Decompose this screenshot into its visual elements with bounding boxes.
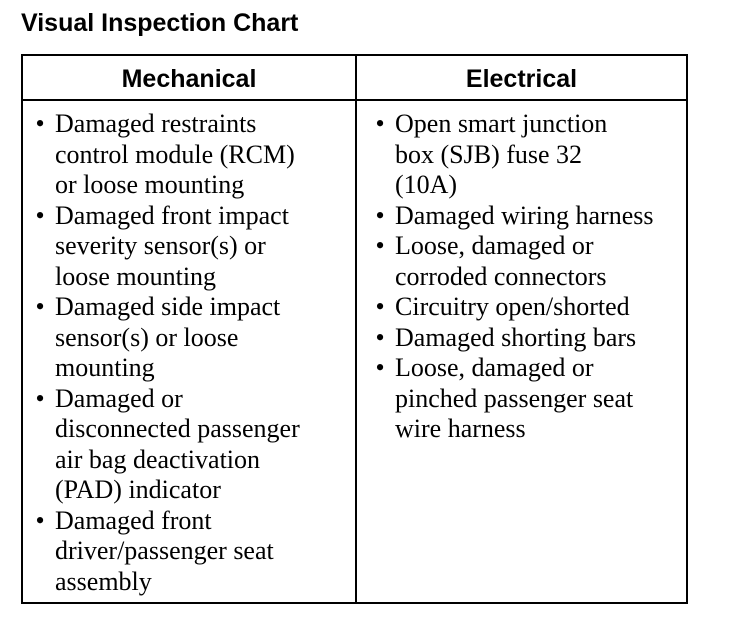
item-line: assembly [55,566,152,596]
item-line: Damaged front [55,505,212,535]
list-item [369,292,683,323]
item-line: air bag deactivation [55,444,261,474]
list-item [369,201,683,232]
bullet-icon: • [35,383,45,413]
bullet-icon: • [35,505,45,535]
list-item [369,323,683,354]
item-line: corroded connectors [395,261,607,291]
column-divider [355,56,357,602]
item-line: Open smart junction [395,109,608,138]
list-item [29,506,349,598]
item-line: control module (RCM) [55,139,295,169]
item-line: driver/passenger seat [55,536,274,565]
item-line: mounting [55,353,155,382]
bullet-icon: • [35,109,45,138]
bullet-icon: • [375,109,385,138]
electrical-list [369,109,683,445]
list-item [29,201,349,293]
bullet-icon: • [35,200,45,230]
item-line: Loose, damaged or [395,231,594,260]
list-item [369,231,683,292]
item-line: Damaged front impact [55,200,289,230]
bullet-icon: • [375,231,385,260]
item-line: Damaged restraints [55,109,257,138]
item-line: wire harness [395,414,526,443]
item-line: Damaged shorting bars [395,322,637,352]
list-item [29,292,349,384]
list-item [29,384,349,506]
bullet-icon: • [375,200,385,230]
item-line: (PAD) indicator [55,475,221,504]
item-line: Loose, damaged or [395,353,594,382]
list-item [369,353,683,445]
inspection-table [21,54,688,604]
bullet-icon: • [35,292,45,321]
item-line: (10A) [395,170,458,199]
bullet-icon: • [375,322,385,352]
bullet-icon: • [375,353,385,382]
item-line: pinched passenger seat [395,383,634,413]
mechanical-list [29,109,349,597]
item-line: or loose mounting [55,170,245,199]
electrical-column-header: Electrical [465,65,578,93]
bullet-icon: • [375,292,385,321]
chart-title: Visual Inspection Chart [21,9,299,37]
item-line: Damaged side impact [55,292,281,321]
item-line: Circuitry open/shorted [395,292,630,321]
item-line: severity sensor(s) or [55,231,266,260]
item-line: loose mounting [55,261,217,291]
item-line: box (SJB) fuse 32 [395,139,583,169]
list-item [369,109,683,201]
list-item [29,109,349,201]
item-line: sensor(s) or loose [55,322,239,352]
item-line: Damaged wiring harness [395,200,654,230]
mechanical-column-header: Mechanical [121,65,257,93]
item-line: Damaged or [55,383,183,413]
item-line: disconnected passenger [55,414,300,443]
